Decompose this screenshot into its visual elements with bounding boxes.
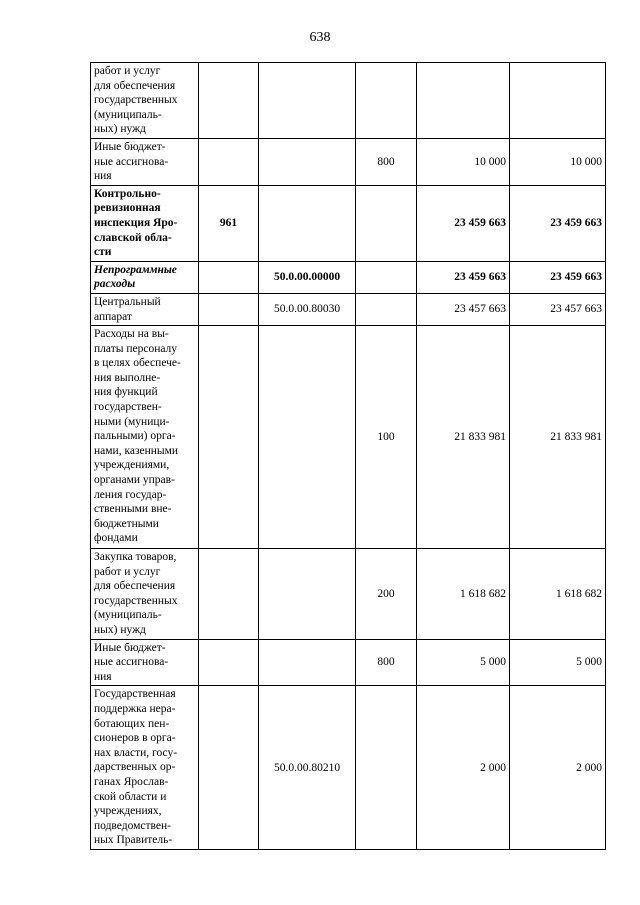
cell-expense-type <box>356 63 417 139</box>
cell-amount-year2: 21 833 981 <box>510 326 606 549</box>
cell-amount-year1 <box>417 63 510 139</box>
cell-target-article <box>259 185 356 261</box>
table-row <box>91 549 606 640</box>
cell-code: 961 <box>199 185 259 261</box>
cell-code <box>199 686 259 850</box>
table-row <box>91 261 606 293</box>
cell-amount-year1: 2 000 <box>417 686 510 850</box>
table-row <box>91 686 606 850</box>
cell-amount-year1: 21 833 981 <box>417 326 510 549</box>
cell-amount-year2: 23 459 663 <box>510 261 606 293</box>
cell-expense-type <box>356 686 417 850</box>
table-row <box>91 63 606 139</box>
cell-code <box>199 138 259 185</box>
cell-target-article <box>259 549 356 640</box>
cell-name: Центральный аппарат <box>91 293 199 325</box>
cell-expense-type <box>356 261 417 293</box>
cell-amount-year1: 1 618 682 <box>417 549 510 640</box>
cell-target-article: 50.0.00.80030 <box>259 293 356 325</box>
cell-target-article <box>259 639 356 686</box>
cell-expense-type: 800 <box>356 138 417 185</box>
budget-table <box>90 62 606 850</box>
table-row <box>91 326 606 549</box>
cell-name: Иные бюджет- ные ассигнова- ния <box>91 639 199 686</box>
cell-amount-year1: 5 000 <box>417 639 510 686</box>
table-row <box>91 639 606 686</box>
cell-code <box>199 639 259 686</box>
page-number: 638 <box>309 30 331 45</box>
cell-amount-year2: 23 459 663 <box>510 185 606 261</box>
cell-target-article: 50.0.00.80210 <box>259 686 356 850</box>
cell-amount-year2: 23 457 663 <box>510 293 606 325</box>
cell-amount-year1: 23 459 663 <box>417 185 510 261</box>
cell-expense-type: 200 <box>356 549 417 640</box>
cell-amount-year1: 10 000 <box>417 138 510 185</box>
cell-name: Государственная поддержка нера- ботающих пен- сионеров в орга- нах власти, госу- дарственных ор- ганах Ярослав- ской области и учреждениях, подведомствен- ных Правитель- <box>91 686 199 850</box>
cell-name: Закупка товаров, работ и услуг для обеспечения государственных (муниципаль- ных) нужд <box>91 549 199 640</box>
cell-expense-type <box>356 293 417 325</box>
cell-target-article <box>259 63 356 139</box>
table-row <box>91 138 606 185</box>
cell-target-article: 50.0.00.00000 <box>259 261 356 293</box>
cell-code <box>199 549 259 640</box>
cell-amount-year1: 23 457 663 <box>417 293 510 325</box>
cell-code <box>199 326 259 549</box>
cell-amount-year2 <box>510 63 606 139</box>
cell-code <box>199 63 259 139</box>
cell-name: работ и услуг для обеспечения государственных (муниципаль- ных) нужд <box>91 63 199 139</box>
cell-code <box>199 261 259 293</box>
cell-amount-year2: 5 000 <box>510 639 606 686</box>
cell-code <box>199 293 259 325</box>
cell-name: Иные бюджет- ные ассигнова- ния <box>91 138 199 185</box>
table-row <box>91 185 606 261</box>
cell-target-article <box>259 326 356 549</box>
cell-name: Непрограммные расходы <box>91 261 199 293</box>
cell-amount-year2: 10 000 <box>510 138 606 185</box>
cell-amount-year2: 2 000 <box>510 686 606 850</box>
cell-amount-year1: 23 459 663 <box>417 261 510 293</box>
cell-name: Контрольно- ревизионная инспекция Яро- славской обла- сти <box>91 185 199 261</box>
cell-target-article <box>259 138 356 185</box>
cell-expense-type: 800 <box>356 639 417 686</box>
cell-expense-type <box>356 185 417 261</box>
cell-expense-type: 100 <box>356 326 417 549</box>
table-row <box>91 293 606 325</box>
cell-name: Расходы на вы- платы персоналу в целях обеспече- ния выполне- ния функций государствен- ными (муници- пальными) орга- нами, казенными учреждениями, органами управ- ления государ- ственными вне- бюджетными фондами <box>91 326 199 549</box>
cell-amount-year2: 1 618 682 <box>510 549 606 640</box>
